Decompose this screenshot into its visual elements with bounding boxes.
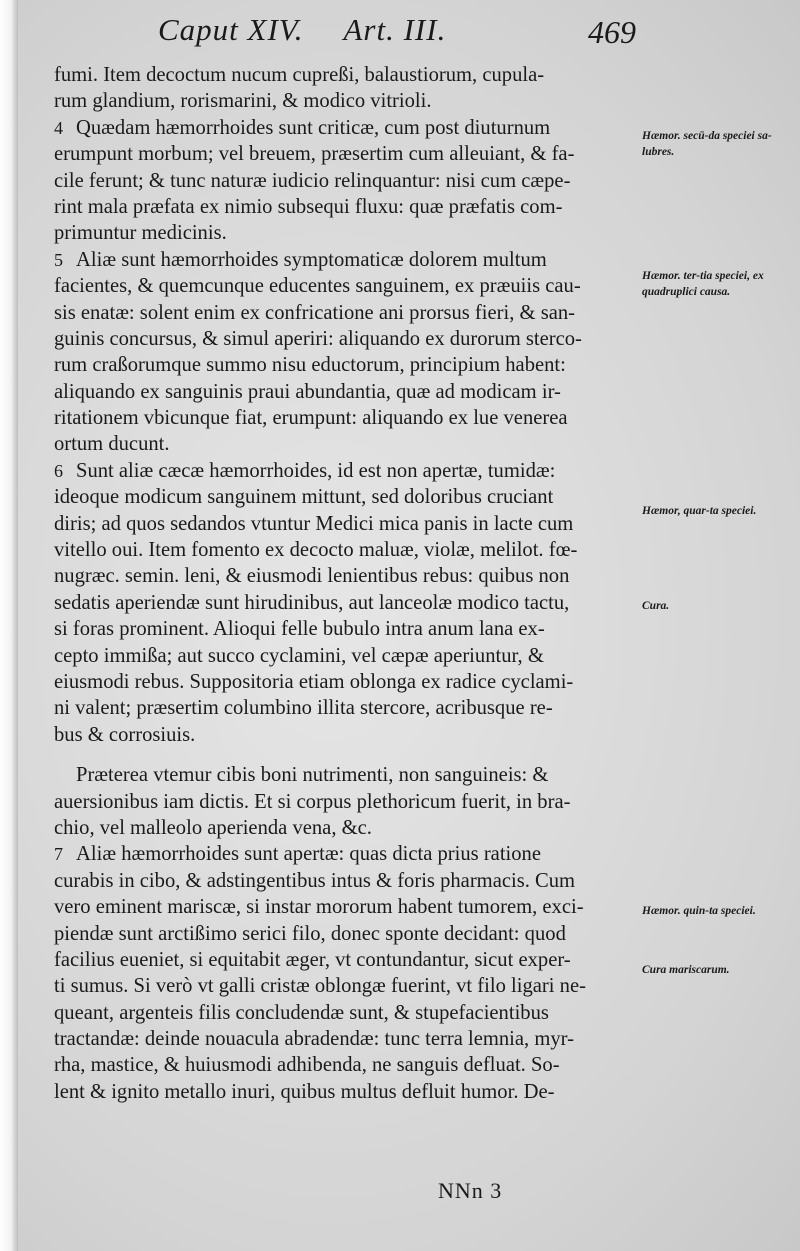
running-head	[158, 12, 446, 48]
page-number: 469	[588, 14, 636, 50]
text-line	[54, 1052, 654, 1078]
line-text: rha, mastice, & huiusmodi adhibenda, ne sanguis defluat. So-	[54, 1054, 560, 1077]
running-head-article: Art. III.	[343, 12, 447, 47]
line-text: vitello oui. Item fomento ex decocto maluæ, violæ, melilot. fœ-	[54, 539, 578, 562]
text-line	[54, 352, 654, 378]
line-text: guinis concursus, & simul aperiri: aliquando ex durorum sterco-	[54, 327, 582, 350]
text-line	[54, 247, 654, 273]
line-text: Quædam hæmorrhoides sunt criticæ, cum post diuturnum	[76, 116, 551, 139]
text-line	[54, 868, 654, 894]
line-text: rint mala præfata ex nimio subsequi fluxu: quæ præfatis com-	[54, 195, 563, 218]
text-line	[54, 669, 654, 695]
line-text: auersionibus iam dictis. Et si corpus plethoricum fuerit, in bra-	[54, 790, 571, 813]
line-text: fumi. Item decoctum nucum cupreßi, balaustiorum, cupula-	[54, 64, 545, 86]
text-line	[54, 115, 654, 141]
page-header	[18, 12, 800, 52]
paragraph-number: 6	[54, 460, 63, 481]
line-text: bus & corrosiuis.	[54, 723, 196, 746]
paragraph-number: 5	[54, 249, 63, 270]
text-line	[54, 762, 654, 788]
paragraph-number: 4	[54, 117, 63, 138]
line-text: aliquando ex sanguinis praui abundantia, quæ ad modicam ir-	[54, 380, 561, 403]
text-line	[54, 947, 654, 973]
text-line	[54, 1000, 654, 1026]
book-page	[18, 0, 800, 1251]
line-text: erumpunt morbum; vel breuem, præsertim cum alleuiant, & fa-	[54, 143, 575, 166]
margin-note: Cura.	[642, 600, 670, 612]
text-line	[54, 973, 654, 999]
line-text: rum craßorumque summo nisu eductorum, principium habent:	[54, 354, 566, 377]
running-head-chapter: Caput XIV.	[158, 12, 304, 47]
text-line	[54, 62, 654, 88]
text-line	[54, 1079, 654, 1105]
line-text: sis enatæ: solent enim ex confricatione ani prorsus fieri, & san-	[54, 301, 575, 324]
line-text: si foras prominent. Alioqui felle bubulo intra anum lana ex-	[54, 618, 545, 641]
text-line	[54, 379, 654, 405]
margin-note: Hæmor, quar-ta speciei.	[642, 505, 757, 517]
text-line	[54, 326, 654, 352]
text-line	[54, 300, 654, 326]
page-gutter	[0, 0, 18, 1251]
text-line	[54, 789, 654, 815]
text-line	[54, 643, 654, 669]
line-text: tractandæ: deinde nouacula abradendæ: tunc terra lemnia, myr-	[54, 1028, 574, 1051]
signature-mark: NNn 3	[438, 1178, 503, 1203]
line-text: rum glandium, rorismarini, & modico vitrioli.	[54, 90, 432, 113]
line-text: curabis in cibo, & adstingentibus intus & foris pharmacis. Cum	[54, 869, 576, 892]
text-line	[54, 141, 654, 167]
text-line	[54, 273, 654, 299]
text-line	[54, 194, 654, 220]
line-text: cepto immißa; aut succo cyclamini, vel cæpæ aperiuntur, &	[54, 644, 544, 667]
margin-note: Hæmor. secū-da speciei sa-lubres.	[642, 130, 772, 158]
text-line	[54, 484, 654, 510]
line-text: Sunt aliæ cæcæ hæmorrhoides, id est non apertæ, tumidæ:	[76, 459, 556, 482]
text-line	[54, 405, 654, 431]
margin-note: Hæmor. ter-tia speciei, ex quadruplici causa.	[642, 270, 764, 298]
line-text: primuntur medicinis.	[54, 222, 227, 245]
body-text	[54, 62, 654, 1105]
line-text: chio, vel malleolo aperienda vena, &c.	[54, 816, 372, 839]
line-text: eiusmodi rebus. Suppositoria etiam oblonga ex radice cyclami-	[54, 670, 574, 693]
text-line	[54, 88, 654, 114]
text-line	[54, 431, 654, 457]
line-text: Aliæ hæmorrhoides sunt apertæ: quas dicta prius ratione	[76, 843, 541, 866]
line-text: diris; ad quos sedandos vtuntur Medici mica panis in lacte cum	[54, 512, 574, 535]
line-text: vero eminent mariscæ, si instar mororum habent tumorem, exci-	[54, 896, 584, 919]
text-line	[54, 815, 654, 841]
text-line	[54, 616, 654, 642]
margin-note: Hæmor. quin-ta speciei.	[642, 905, 756, 917]
text-line	[54, 563, 654, 589]
line-text: ritationem vbicunque fiat, erumpunt: aliquando ex lue venerea	[54, 407, 568, 430]
text-line	[54, 921, 654, 947]
line-text: facientes, & quemcunque educentes sanguinem, ex præuiis cau-	[54, 275, 581, 298]
text-line	[54, 1026, 654, 1052]
line-text: ideoque modicum sanguinem mittunt, sed doloribus cruciant	[54, 486, 554, 509]
text-line	[54, 695, 654, 721]
text-line	[54, 537, 654, 563]
line-text: ti sumus. Si verò vt galli cristæ oblongæ fuerint, vt filo ligari ne-	[54, 975, 586, 998]
line-text: Aliæ sunt hæmorrhoides symptomaticæ dolorem multum	[76, 248, 547, 271]
text-line	[54, 748, 654, 762]
text-line	[54, 511, 654, 537]
line-text: nugræc. semin. leni, & eiusmodi lenientibus rebus: quibus non	[54, 565, 570, 588]
line-text: ortum ducunt.	[54, 433, 170, 456]
text-line	[54, 841, 654, 867]
text-line	[54, 722, 654, 748]
text-line	[54, 168, 654, 194]
margin-note: Cura mariscarum.	[642, 964, 730, 976]
text-line	[54, 458, 654, 484]
line-text: cile ferunt; & tunc naturæ iudicio relinquantur: nisi cum cæpe-	[54, 169, 571, 192]
line-text: ni valent; præsertim columbino illita stercore, acribusque re-	[54, 697, 553, 720]
text-line	[54, 590, 654, 616]
line-text: sedatis aperiendæ sunt hirudinibus, aut lanceolæ modico tactu,	[54, 591, 570, 614]
line-text: queant, argenteis filis concludendæ sunt, & stupefacientibus	[54, 1001, 549, 1024]
line-text: facilius eueniet, si equitabit æger, vt contundantur, sicut exper-	[54, 948, 571, 971]
line-text: piendæ sunt arctißimo serici filo, donec sponte decidant: quod	[54, 922, 566, 945]
text-line	[54, 894, 654, 920]
line-text: Præterea vtemur cibis boni nutrimenti, non sanguineis: &	[76, 764, 549, 787]
text-line	[54, 220, 654, 246]
line-text: lent & ignito metallo inuri, quibus multus defluit humor. De-	[54, 1080, 555, 1103]
paragraph-number: 7	[54, 844, 63, 865]
